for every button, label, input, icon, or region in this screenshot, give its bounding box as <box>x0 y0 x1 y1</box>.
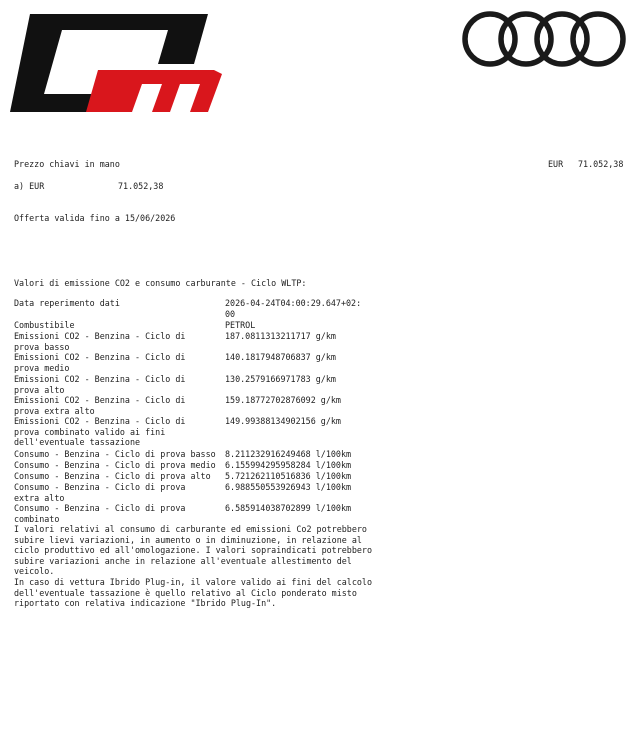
row-value-co2-low: 187.0811313211717 g/km <box>225 331 336 341</box>
row-label-co2-low: Emissioni CO2 - Benzina - Ciclo di prova basso <box>14 331 186 352</box>
offer-validity: Offerta valida fino a 15/06/2026 <box>14 213 176 223</box>
row-label-consumption-high: Consumo - Benzina - Ciclo di prova alto <box>14 471 211 481</box>
four-rings-logo-icon <box>460 8 630 70</box>
row-value-co2-combined: 149.99388134902156 g/km <box>225 416 341 426</box>
row-label-data-date: Data reperimento dati <box>14 298 120 308</box>
row-value-consumption-extra-high: 6.988550553926943 l/100km <box>225 482 352 492</box>
row-label-co2-combined: Emissioni CO2 - Benzina - Ciclo di prova combinato valido ai fini dell'eventuale tassazione <box>14 416 186 447</box>
row-value-consumption-combined: 6.585914038702899 l/100km <box>225 503 352 513</box>
row-label-consumption-extra-high: Consumo - Benzina - Ciclo di prova extra alto <box>14 482 186 503</box>
row-value-co2-extra-high: 159.18772702876092 g/km <box>225 395 341 405</box>
emissions-section-title: Valori di emissione CO2 e consumo carburante - Ciclo WLTP: <box>14 278 307 288</box>
row-label-fuel: Combustibile <box>14 320 75 330</box>
row-label-co2-extra-high: Emissioni CO2 - Benzina - Ciclo di prova extra alto <box>14 395 186 416</box>
row-label-consumption-low: Consumo - Benzina - Ciclo di prova basso <box>14 449 216 459</box>
price-line-a-amount: 71.052,38 <box>118 181 164 191</box>
row-label-co2-medium: Emissioni CO2 - Benzina - Ciclo di prova medio <box>14 352 186 373</box>
price-amount: 71.052,38 <box>578 159 624 169</box>
row-label-co2-high: Emissioni CO2 - Benzina - Ciclo di prova alto <box>14 374 186 395</box>
row-value-co2-medium: 140.1817948706837 g/km <box>225 352 336 362</box>
row-value-fuel: PETROL <box>225 320 256 330</box>
row-value-co2-high: 130.2579166971783 g/km <box>225 374 336 384</box>
dealer-cm-logo-icon <box>8 12 224 112</box>
row-value-consumption-low: 8.211232916249468 l/100km <box>225 449 352 459</box>
row-value-data-date: 2026-04-24T04:00:29.647+02: 00 <box>225 298 362 319</box>
price-label: Prezzo chiavi in mano <box>14 159 120 169</box>
row-label-consumption-combined: Consumo - Benzina - Ciclo di prova combinato <box>14 503 186 524</box>
emissions-note-variations: I valori relativi al consumo di carburante ed emissioni Co2 potrebbero subire lievi variazioni, in aumento o in diminuzione, in relazione al ciclo produttivo ed all'omologazione. I valori sopraindicati potrebbero subire variazioni anche in relazione all'eventuale allestimento del veicolo. <box>14 524 372 576</box>
row-value-consumption-medium: 6.155994295958284 l/100km <box>225 460 352 470</box>
price-line-a-label: a) EUR <box>14 181 45 191</box>
emissions-note-plugin-hybrid: In caso di vettura Ibrido Plug-in, il valore valido ai fini del calcolo dell'eventuale tassazione è quello relativo al Ciclo ponderato misto riportato con relativa indicazione "Ibrido Plug-In". <box>14 577 372 608</box>
row-value-consumption-high: 5.721262110516836 l/100km <box>225 471 352 481</box>
row-label-consumption-medium: Consumo - Benzina - Ciclo di prova medio <box>14 460 216 470</box>
price-currency: EUR <box>548 159 564 169</box>
